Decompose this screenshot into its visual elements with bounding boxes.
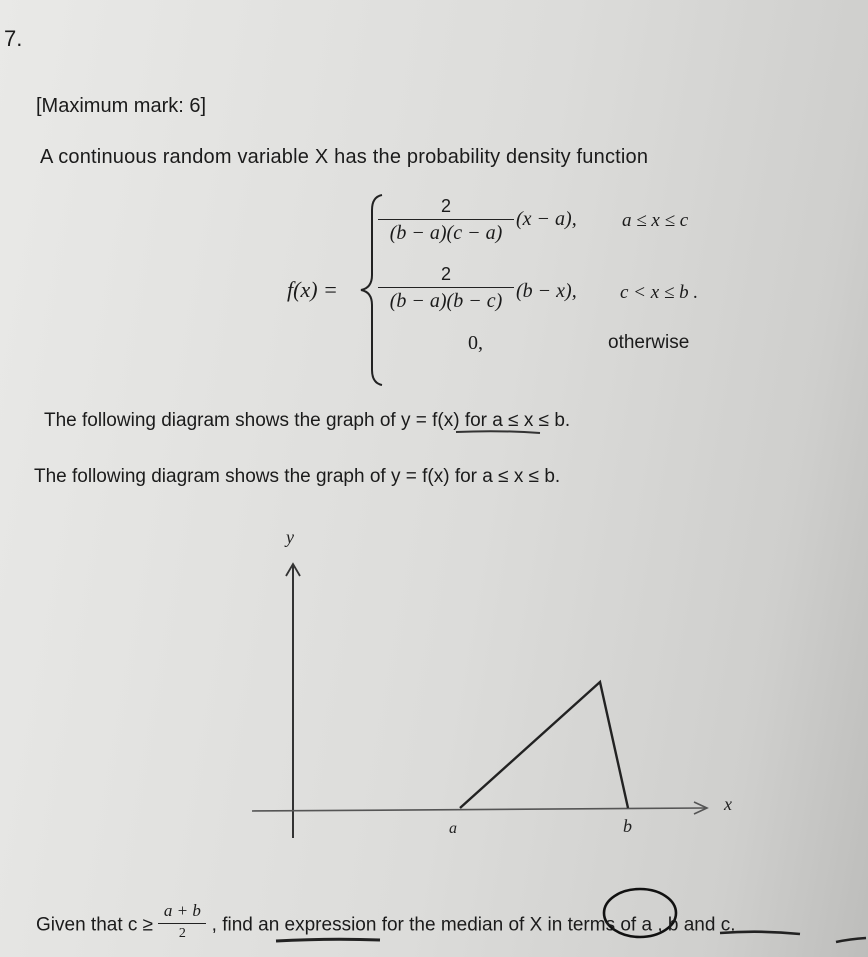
given-prefix: Given that c ≥ bbox=[36, 914, 154, 936]
given-denominator: 2 bbox=[178, 926, 186, 941]
b-tick-label: b bbox=[623, 816, 632, 836]
piece1-numerator: 2 bbox=[440, 196, 451, 216]
piece3-value: 0, bbox=[468, 332, 483, 354]
maximum-mark: [Maximum mark: 6] bbox=[36, 95, 207, 117]
question-number: 7. bbox=[4, 26, 23, 51]
x-axis bbox=[252, 808, 706, 811]
piece2-condition: c < x ≤ b . bbox=[620, 282, 699, 303]
handwritten-underline-fx bbox=[456, 431, 540, 433]
piece2-factor: (b − x), bbox=[516, 280, 577, 302]
diagram-description-1: The following diagram shows the graph of y = f(x) for a ≤ x ≤ b. bbox=[44, 410, 571, 431]
piece1-condition: a ≤ x ≤ c bbox=[622, 210, 689, 231]
question-intro: A continuous random variable X has the probability density function bbox=[40, 146, 649, 168]
piece1-denominator: (b − a)(c − a) bbox=[389, 222, 503, 244]
piece2-numerator: 2 bbox=[440, 264, 451, 284]
x-axis-label: x bbox=[724, 794, 732, 814]
given-statement bbox=[36, 901, 736, 946]
given-suffix: , find an expression for the median of X in terms of a , b and c. bbox=[211, 914, 736, 936]
piece1-factor: (x − a), bbox=[516, 208, 577, 230]
a-tick-label: a bbox=[449, 820, 457, 837]
pdf-lhs: f(x) = bbox=[287, 277, 338, 302]
y-axis-label: y bbox=[286, 527, 294, 547]
piece3-condition: otherwise bbox=[608, 332, 690, 353]
triangle-density-curve bbox=[460, 682, 628, 808]
piece2-denominator: (b − a)(b − c) bbox=[389, 290, 503, 312]
fraction-bar bbox=[158, 923, 206, 924]
given-fraction bbox=[158, 901, 206, 942]
given-numerator: a + b bbox=[163, 901, 201, 920]
diagram-description-2: The following diagram shows the graph of y = f(x) for a ≤ x ≤ b. bbox=[34, 466, 561, 487]
handwritten-underline-c bbox=[836, 938, 866, 942]
